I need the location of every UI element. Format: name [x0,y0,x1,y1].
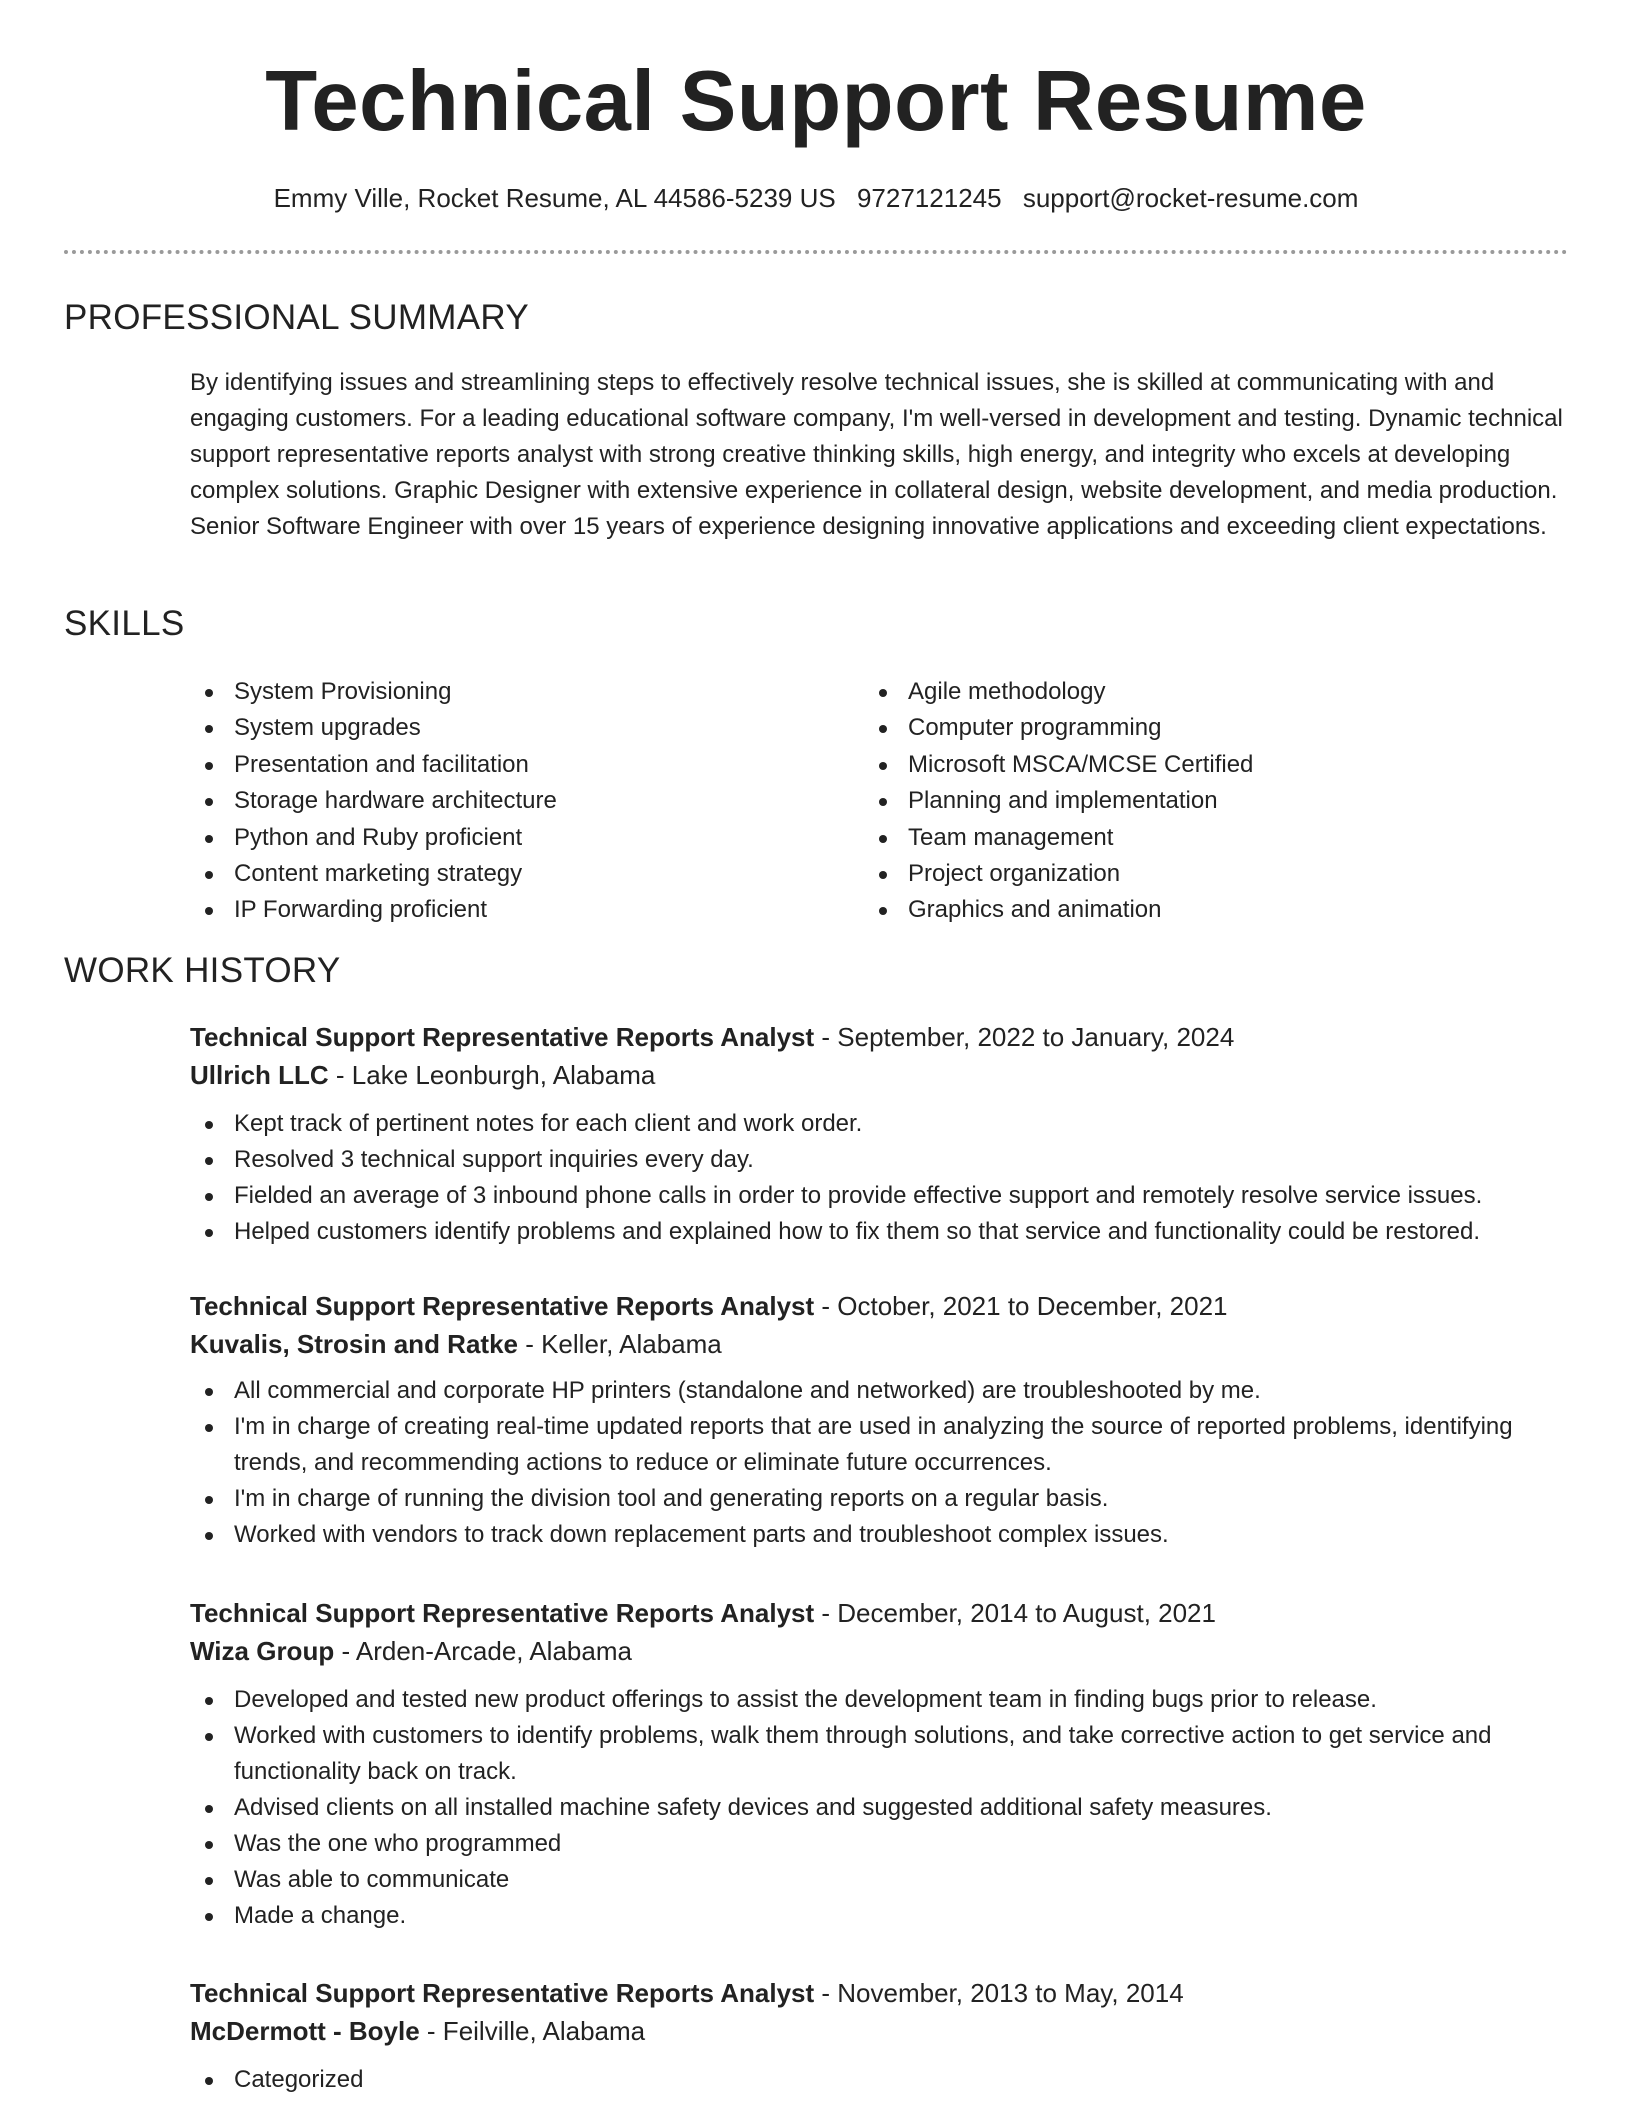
job-bullet: Advised clients on all installed machine safety devices and suggested additional safety measures. [190,1790,1580,1826]
summary-heading: PROFESSIONAL SUMMARY [64,298,529,337]
job-title: Technical Support Representative Reports Analyst [190,1291,815,1321]
skill-item: Graphics and animation [864,892,1504,928]
skills-column-right [864,674,1504,929]
job-entry [190,1594,1580,1934]
job-dates: - November, 2013 to May, 2014 [814,1978,1184,2008]
skill-item: Planning and implementation [864,783,1504,819]
resume-title: Technical Support Resume [265,54,1367,149]
job-bullet: I'm in charge of creating real-time updated reports that are used in analyzing the source of reported problems, identifying trends, and recommending actions to reduce or eliminate future occurrences. [190,1409,1580,1481]
job-title-line [190,1018,1580,1056]
job-location: - Arden-Arcade, Alabama [334,1636,632,1666]
job-bullet: Categorized [190,2062,1580,2098]
job-title: Technical Support Representative Reports Analyst [190,1978,815,2008]
job-location: - Feilville, Alabama [419,2016,646,2046]
job-bullet: Fielded an average of 3 inbound phone calls in order to provide effective support and remotely resolve service issues. [190,1178,1580,1214]
job-company: Ullrich LLC [190,1060,329,1090]
job-bullet: Developed and tested new product offerings to assist the development team in finding bugs prior to release. [190,1682,1580,1718]
job-company-line [190,2012,1580,2050]
skill-item: Content marketing strategy [190,856,830,892]
job-bullet: Worked with customers to identify problems, walk them through solutions, and take corrective action to get service and functionality back on track. [190,1718,1580,1790]
job-bullets [190,1106,1580,1250]
job-bullet: Made a change. [190,1898,1580,1934]
skill-item: Storage hardware architecture [190,783,830,819]
job-company-line [190,1325,1580,1363]
skill-item: Microsoft MSCA/MCSE Certified [864,747,1504,783]
skill-item: IP Forwarding proficient [190,892,830,928]
job-company-line [190,1056,1580,1094]
job-location: - Keller, Alabama [517,1329,722,1359]
job-company: Kuvalis, Strosin and Ratke [190,1329,518,1359]
skill-item: Project organization [864,856,1504,892]
job-bullet: Was the one who programmed [190,1826,1580,1862]
skill-item: System upgrades [190,710,830,746]
work-history-heading: WORK HISTORY [64,951,341,990]
job-company-line [190,1632,1580,1670]
job-title-line [190,1287,1580,1325]
job-bullet: All commercial and corporate HP printers (standalone and networked) are troubleshooted by me. [190,1373,1580,1409]
skills-heading: SKILLS [64,604,185,643]
skill-item: System Provisioning [190,674,830,710]
skill-item: Computer programming [864,710,1504,746]
skill-item: Agile methodology [864,674,1504,710]
job-bullet: I'm in charge of running the division tool and generating reports on a regular basis. [190,1481,1580,1517]
skills-column-left [190,674,830,929]
job-title: Technical Support Representative Reports Analyst [190,1022,815,1052]
job-entry [190,1018,1580,1250]
skill-item: Presentation and facilitation [190,747,830,783]
contact-phone: 9727121245 [856,183,1002,213]
job-bullet: Kept track of pertinent notes for each client and work order. [190,1106,1580,1142]
contact-address: Emmy Ville, Rocket Resume, AL 44586-5239 US [273,183,836,213]
job-bullets [190,1682,1580,1934]
job-entry [190,1974,1580,2098]
job-bullet: Worked with vendors to track down replacement parts and troubleshoot complex issues. [190,1517,1580,1553]
job-title-line [190,1594,1580,1632]
contact-line [0,178,1632,218]
job-dates: - December, 2014 to August, 2021 [814,1598,1216,1628]
job-title-line [190,1974,1580,2012]
job-title: Technical Support Representative Reports Analyst [190,1598,815,1628]
header-divider [64,250,1568,254]
job-company: Wiza Group [190,1636,335,1666]
job-bullets [190,1373,1580,1553]
skill-item: Team management [864,820,1504,856]
job-dates: - October, 2021 to December, 2021 [814,1291,1228,1321]
job-bullet: Was able to communicate [190,1862,1580,1898]
contact-email: support@rocket-resume.com [1022,183,1359,213]
job-location: - Lake Leonburgh, Alabama [328,1060,656,1090]
job-company: McDermott - Boyle [190,2016,420,2046]
summary-text: By identifying issues and streamlining steps to effectively resolve technical issues, she is skilled at communicating with and engaging customers. For a leading educational software company, I'm well-versed in development and testing. Dynamic technical support representative reports analyst with strong creative thinking skills, high energy, and integrity who excels at developing complex solutions. Graphic Designer with extensive experience in collateral design, website development, and media production. Senior Software Engineer with over 15 years of experience designing innovative applications and exceeding client expectations. [190,369,1563,540]
job-bullet: Helped customers identify problems and explained how to fix them so that service and functionality could be restored. [190,1214,1580,1250]
job-entry [190,1287,1580,1553]
skills-list-right [864,674,1504,929]
skill-item: Python and Ruby proficient [190,820,830,856]
skills-list-left [190,674,830,929]
job-bullet: Resolved 3 technical support inquiries every day. [190,1142,1580,1178]
job-dates: - September, 2022 to January, 2024 [814,1022,1235,1052]
job-bullets [190,2062,1580,2098]
